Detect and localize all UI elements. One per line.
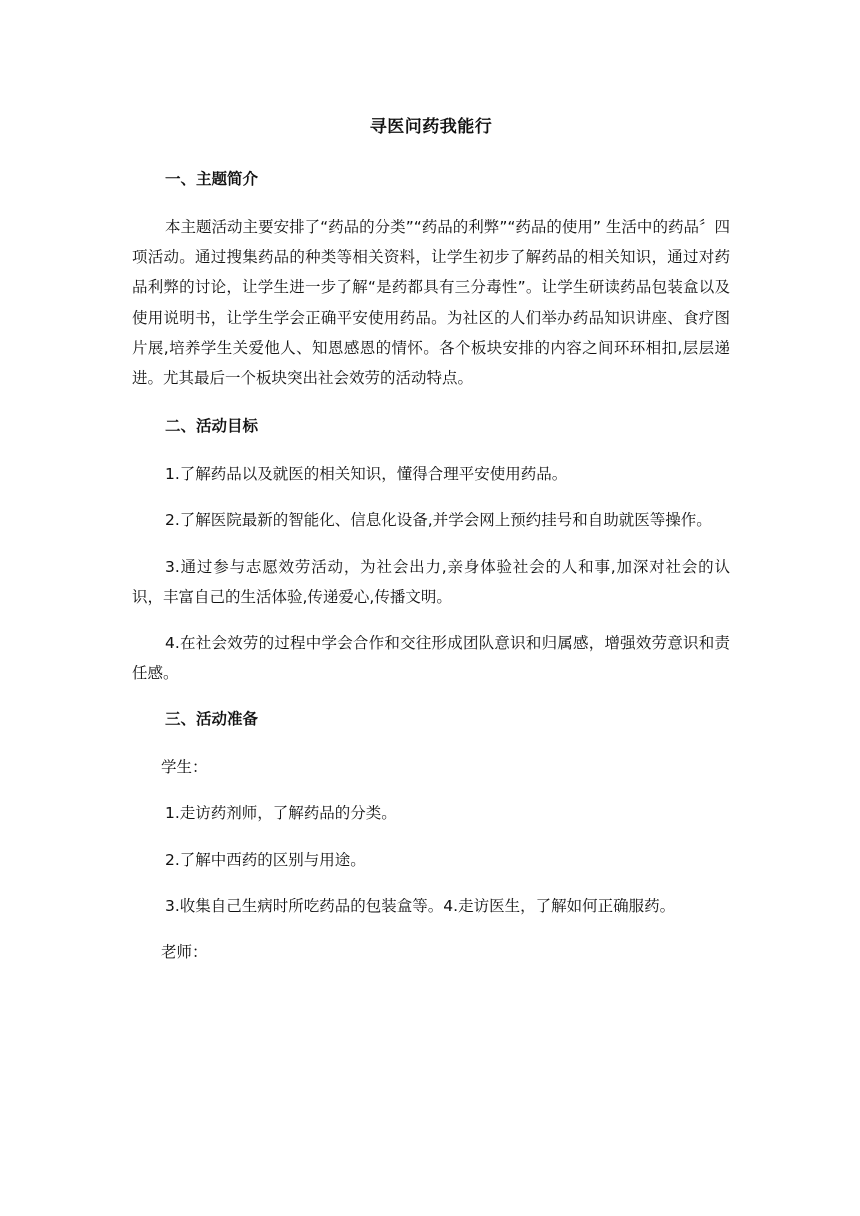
section-heading-preparation: 三、活动准备 <box>165 710 259 729</box>
section-heading-intro: 一、主题简介 <box>165 170 259 188</box>
student-label: 学生： <box>161 758 208 777</box>
goal-item-1: 1.了解药品以及就医的相关知识，懂得合理平安使用药品。 <box>165 465 568 484</box>
intro-paragraph: 本主题活动主要安排了“药品的分类”“药品的利弊”“药品的使用” 生活中的药品〞四项活动。通过搜集药品的种类等相关资料，让学生初步了解药品的相关知识，通过对药品利弊的讨论，让学生进一步了解“是药都具有三分毒性”。让学生研读药品包装盒以及使用说明书，让学生学会正确平安使用药品。为社区的人们举办药品知识讲座、食疗图片展,培养学生关爱他人、知恩感恩的情怀。各个板块安排的内容之间环环相扣,层层递进。尤其最后一个板块突出社会效劳的活动特点。 <box>132 218 730 388</box>
teacher-label: 老师： <box>161 943 208 962</box>
goal-item-4: 4.在社会效劳的过程中学会合作和交往形成团队意识和归属感，增强效劳意识和责任感。 <box>132 634 730 683</box>
document-title: 寻医问药我能行 <box>369 117 493 137</box>
section-heading-goals: 二、活动目标 <box>165 417 259 436</box>
student-item-3: 3.收集自己生病时所吃药品的包装盒等。4.走访医生，了解如何正确服药。 <box>165 896 676 915</box>
goal-item-3: 3.通过参与志愿效劳活动，为社会出力,亲身体验社会的人和事,加深对社会的认识，丰富自己的生活体验,传递爱心,传播文明。 <box>132 557 730 606</box>
document-body <box>132 112 730 983</box>
student-item-2: 2.了解中西药的区别与用途。 <box>165 850 366 869</box>
goal-item-2: 2.了解医院最新的智能化、信息化设备,并学会网上预约挂号和自助就医等操作。 <box>165 511 712 530</box>
student-item-1: 1.走访药剂师，了解药品的分类。 <box>165 804 397 823</box>
